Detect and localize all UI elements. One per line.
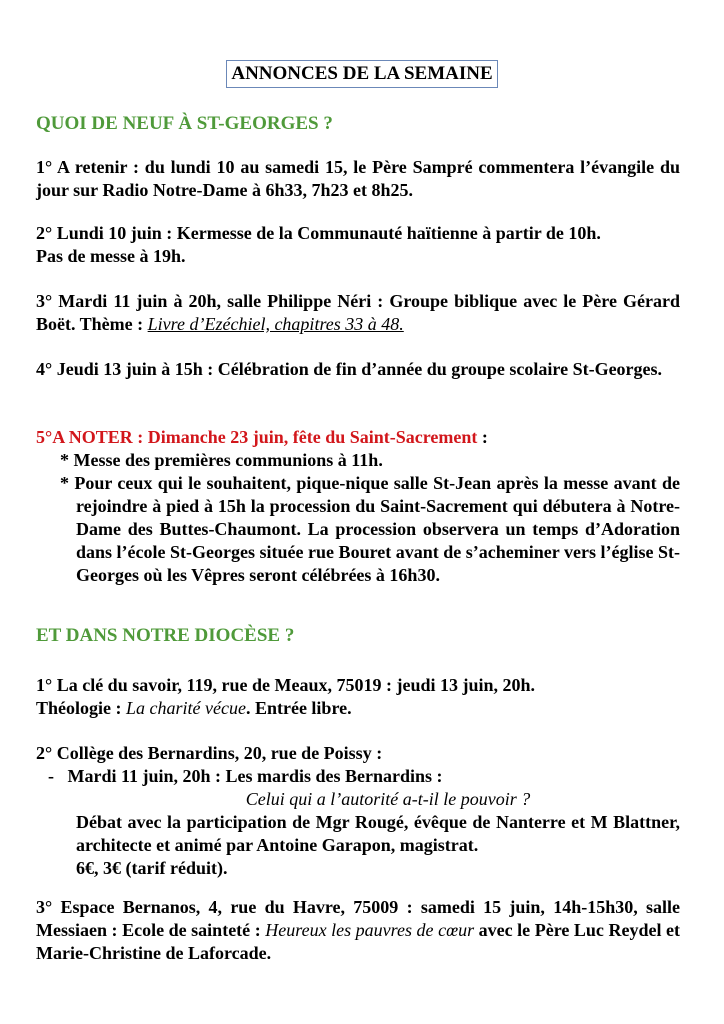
diocese-item-1-line-1: 1° La clé du savoir, 119, rue de Meaux, 75019 : jeudi 13 juin, 20h. [36, 675, 536, 695]
diocese-item-2-question: Celui qui a l’autorité a-t-il le pouvoir ? [245, 789, 531, 809]
section-heading-saint-georges: QUOI DE NEUF À ST-GEORGES ? [36, 113, 333, 134]
announcement-item-4: 4° Jeudi 13 juin à 15h : Célébration de fin d’année du groupe scolaire St-Georges. [36, 359, 663, 379]
item-5-colon: : [477, 427, 488, 447]
section-heading-diocese: ET DANS NOTRE DIOCÈSE ? [36, 625, 295, 646]
title-wrapper [0, 60, 724, 88]
diocese-item-2-price: 6€, 3€ (tarif réduit). [76, 858, 228, 878]
item-5-bullet-2: * Pour ceux qui le souhaitent, pique-nique salle St-Jean après la messe avant de rejoindre à pied à 15h la procession du Saint-Sacrement qui débutera à Notre-Dame des Buttes-Chaumont. La procession observera un temps d’Adoration dans l’école St-Georges située rue Bouret avant de s’acheminer vers l’église St-Georges où les Vêpres seront célébrées à 16h30. [60, 473, 680, 585]
diocese-item-2 [36, 742, 680, 880]
announcement-item-2 [36, 222, 680, 268]
item-2-line-2: Pas de messe à 19h. [36, 246, 186, 266]
diocese-item-2-line-1: 2° Collège des Bernardins, 20, rue de Poissy : [36, 743, 383, 763]
diocese-item-1-theme: La charité vécue [126, 698, 246, 718]
announcement-item-5 [36, 426, 680, 587]
diocese-item-3-text: 3° Espace Bernanos, 4, rue du Havre, 75009 : samedi 15 juin, 14h-15h30, salle Messiaen : Ecole de sainteté : [36, 897, 680, 940]
diocese-item-3-end: avec le Père Luc Reydel et Marie-Christine de Laforcade. [36, 920, 680, 963]
item-5-bullet-1: * Messe des premières communions à 11h. [60, 450, 383, 470]
diocese-item-3-theme: Heureux les pauvres de cœur [265, 920, 475, 940]
item-3-text: 3° Mardi 11 juin à 20h, salle Philippe Néri : Groupe biblique avec le Père Gérard Boët. Thème : [36, 291, 680, 334]
page-title: ANNONCES DE LA SEMAINE [226, 60, 497, 88]
item-5-number: 5° [36, 427, 53, 447]
item-2-line-1: 2° Lundi 10 juin : Kermesse de la Communauté haïtienne à partir de 10h. [36, 223, 601, 243]
diocese-item-2-event: Mardi 11 juin, 20h : Les mardis des Bernardins : [67, 766, 443, 786]
item-3-theme-link: Livre d’Ezéchiel, chapitres 33 à 48. [147, 314, 404, 334]
diocese-item-1 [36, 674, 680, 720]
dash-marker: - [48, 766, 54, 786]
diocese-item-2-dash-line [36, 765, 680, 788]
diocese-item-3 [36, 896, 680, 965]
diocese-item-1-end: . Entrée libre. [245, 698, 352, 718]
diocese-item-2-debate: Débat avec la participation de Mgr Rougé, évêque de Nanterre et M Blattner, architecte et animé par Antoine Garapon, magistrat. [76, 812, 680, 855]
diocese-item-1-theology: Théologie : [36, 698, 126, 718]
announcement-item-1: 1° A retenir : du lundi 10 au samedi 15, le Père Sampré commentera l’évangile du jour sur Radio Notre-Dame à 6h33, 7h23 et 8h25. [36, 157, 680, 200]
announcement-item-3 [36, 290, 680, 336]
item-5-highlight: A NOTER : Dimanche 23 juin, fête du Saint-Sacrement [52, 427, 478, 447]
